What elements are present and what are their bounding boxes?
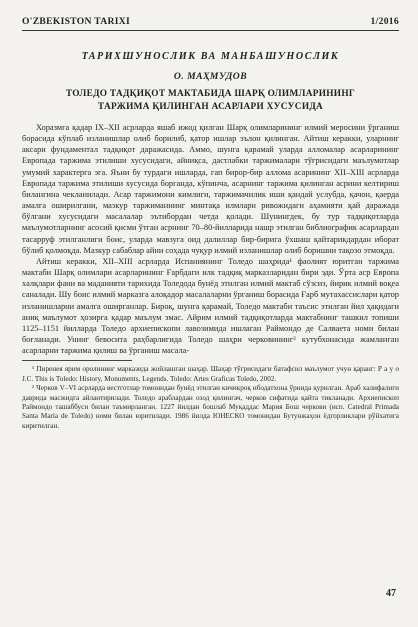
article-title-line-1: ТОЛЕДО ТАДҚИҚОТ МАКТАБИДА ШАРҚ ОЛИМЛАРИНИНГ — [65, 89, 356, 99]
body-paragraph-2: Айтиш керакки, XII–XIII асрларда Испаниянинг Толедо шаҳрида¹ фаолият юритган таржима мактаби Шарқ олимлари асарларининг Ғарбдаги илк тадқиқ марказларидан бири эди. Ўрта аср Европа халқлари фани ва маданияти тарихида Толедода бунёд этилган илмий мактаб сўзсиз, йирик илмий воқеа саналади. Шу боис илмий марказга алоқадор масалаларни ўрганиш борасида Ғарб мутахассислари қатор изланишларни амалга оширганлар. Бироқ, шунга қарамай, Толедо мактаби таъсис этилган йил ҳақидаги аниқ маълумот ҳозирга қадар маълум эмас. Айрим илмий тадқиқотларда мактабнинг ташкил топиши 1125–1151 йилларда Толедо архиепископи лавозимида ишлаган Раймондо де Салваета номи билан боғланади. Унинг бевосита раҳбарлигида Толедо шаҳри черковининг² кутубхонасида жамланган асарларни таржима қилиш ва ўрганиш масала- — [22, 256, 399, 356]
running-header — [22, 16, 399, 31]
section-title: ТАРИХШУНОСЛИК ВА МАНБАШУНОСЛИК — [81, 51, 340, 62]
article-title-line-2: ТАРЖИМА ҚИЛИНГАН АСАРЛАРИ ХУСУСИДА — [97, 101, 324, 112]
issue-number: 1/2016 — [370, 16, 399, 27]
footnote-divider — [22, 360, 132, 361]
author-name: О. МАҲМУДОВ — [173, 71, 248, 82]
footnote-2: ² Черков V–VI асрларда вестготлар томонидан бунёд этилган кичикроқ ибодатхона ўрнида қурилган. Араб халифалиги даврида масжидга айлантирилади. Толедо араблардан озод қилингач, черков сифатида қайта тикланади. Архиепископ Раймондо ташаббуси билан таъмирланган. 1227 йилдан бошлаб Муқаддас Мария Бош черкови (исп. Catedral Primada Santa María de Toledo) номи билан юритилади. 1986 йилда ЮНЕСКО томонидан Бутунжаҳон ёдгорликлари рўйхатига киритилган. — [22, 384, 399, 430]
journal-page — [22, 16, 399, 431]
journal-name: O'ZBEKISTON TARIXI — [22, 16, 131, 27]
footnote-1: ¹ Пиренея ярим оролининг марказида жойлашган шаҳар. Шаҳар тўғрисидаги батафсил маълумот учун қаранг: Р а у о J.C. This is Toledo: History, Monuments, Legends. Toledo: Artes Graficas Toledo, 2002. — [22, 365, 399, 383]
article-title — [22, 88, 399, 113]
article-body — [22, 122, 399, 356]
body-paragraph-1: Хоразмга қадар IX–XII асрларда яшаб ижод қилган Шарқ олимларининг илмий меросини ўрганиш борасида кўплаб изланишлар олиб борилиб, қатор ишлар эълон қилинган. Айтиш керакки, уларнинг аксари фундаментал тадқиқот даражасида. Аммо, шунга қарамай уларда алломалар асарларининг Европада таржима этилиши хусусидаги, айниқса, дастлабки таржималари тўғрисидаги маълумотлар умумий характерга эга. Яъни бу турдаги ишларда, гап бирор-бир аллома асарининг XII–XIII асрларда Европада таржима этилиши хусусида борганда, кўпинча, асарнинг таржима қилинган асрини келтириш билангина чекланилади. Асар таржимони кимлиги, таржимачилик иши қандай услубда, қачон, қаерда амалга оширилгани, мазкур таржиманнинг минтақа илмларн ривожидаги аҳамияти қай даражада бўлгани хусусидаги масалалар эътибордан четда қолади. Шунингдек, бу тур тадқиқотларда маълумотларнинг асосий қисми ўтган асрнинг 70–80-йилларида нашр этилган библиографик асарлардан тасарруф этилганлиги боис, уларда мавзуга оид далиллар бир-бирига ўхшаш қайтарикдардан иборат бўлиб қолмоқда. Мазкур сабаблар айни соҳада чуқур илмий изланишлар олиб боришни тақозо этмоқда. — [22, 123, 399, 255]
page-number: 47 — [386, 588, 396, 599]
footnotes — [22, 365, 399, 431]
